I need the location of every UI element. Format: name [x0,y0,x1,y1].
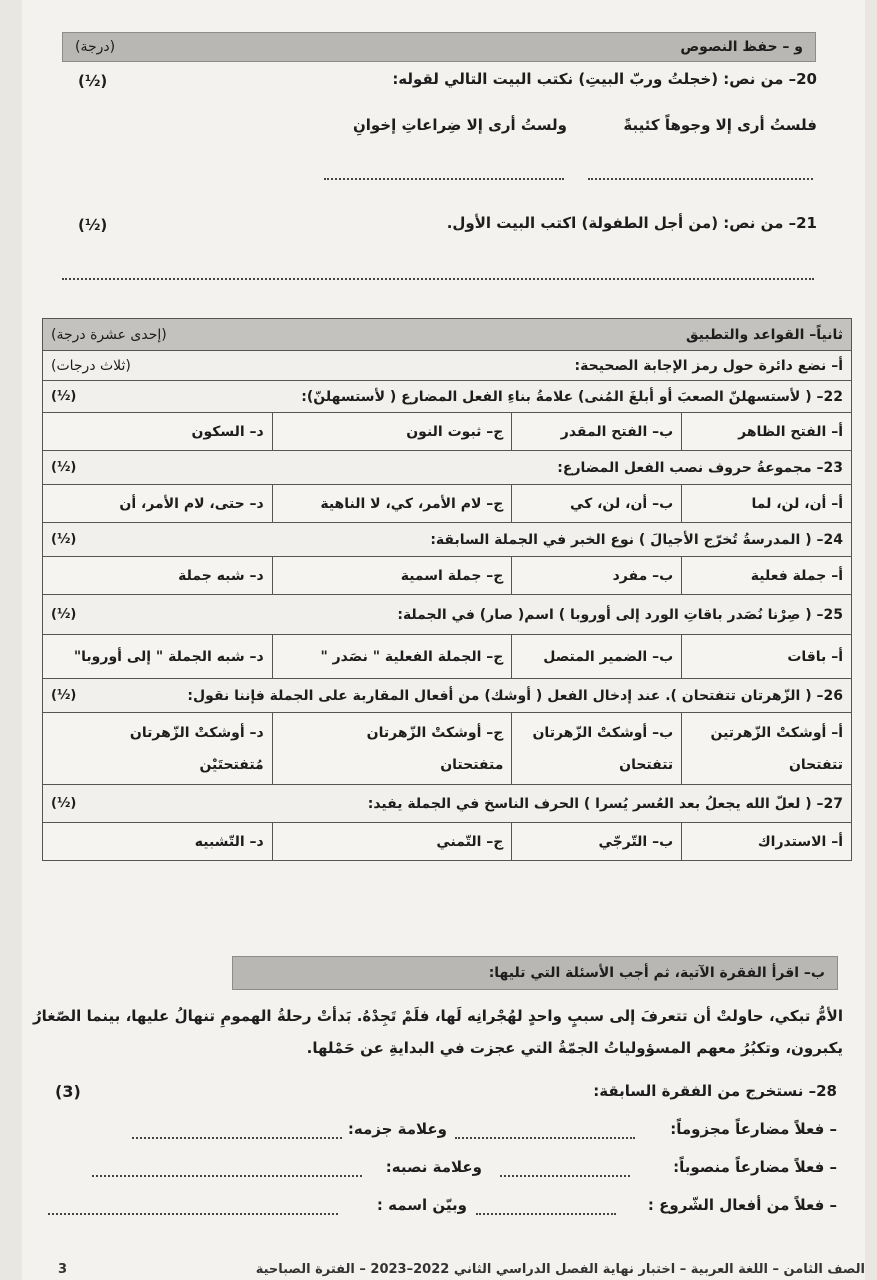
q27-option-d[interactable]: د– التّشبيه [43,823,273,861]
q28-item-1-second: وعلامة جزمه: [347,1120,447,1138]
q23-text: 23– مجموعةُ حروف نصب الفعل المضارع: [557,459,843,476]
q22-mark: (½) [51,389,77,404]
q24-text: 24– ( المدرسةُ تُخرّج الأجيالَ ) نوع الخبر في الجملة السابقة: [430,531,843,548]
part-a-text: أ– نضع دائرة حول رمز الإجابة الصحيحة: [574,357,843,374]
q22-text: 22– ( لأستسهلنّ الصعبَ أو أبلغَ المُنى) علامةُ بناءِ الفعل المضارع ( لأستسهلنّ): [301,388,843,405]
q21-mark: (½) [78,216,108,234]
q26-option-d-line-1: د– أوشكتْ الزّهرتان [129,724,264,741]
q20-mark: (½) [78,72,108,90]
q27-option-b[interactable]: ب– التّرجّي [512,823,682,861]
q28-item-2-label: – فعلاً مضارعاً منصوباً: [673,1158,837,1176]
q26-option-b[interactable] [512,713,682,785]
section-w-header [62,32,816,62]
q28-item-3-second: وبيّن اسمه : [376,1196,467,1214]
q24-option-d[interactable]: د– شبه جملة [43,557,273,595]
q28-item-1-answer[interactable] [455,1137,635,1139]
q28-item-3-answer-2[interactable] [48,1213,338,1215]
q25-option-a[interactable]: أ– باقات [682,635,852,679]
q25-option-b[interactable]: ب– الضمير المتصل [512,635,682,679]
part-a-mark: (ثلاث درجات) [51,357,131,374]
section-2-mark: (إحدى عشرة درجة) [51,326,167,343]
q23-option-a[interactable]: أ– أن، لن، لما [682,485,852,523]
q28-item-2-answer-2[interactable] [92,1175,362,1177]
q22-option-a[interactable]: أ– الفتح الظاهر [682,413,852,451]
q28-item-1-label: – فعلاً مضارعاً مجزوماً: [670,1120,837,1138]
q26-option-b-line-1: ب– أوشكتْ الزّهرتان [532,724,674,741]
q28-item-2-answer[interactable] [500,1175,630,1177]
q26-option-d-line-2: مُتفتحتَيْن [199,756,264,773]
q23-option-d[interactable]: د– حتى، لام الأمر، أن [43,485,273,523]
q23-option-c[interactable]: ج– لام الأمر، كي، لا الناهية [272,485,512,523]
q25-mark: (½) [51,607,77,622]
footer-text: الصف الثامن – اللغة العربية – اختبار نهاية الفصل الدراسي الثاني 2022–2023 – الفترة الصباحية [255,1262,865,1277]
q26-option-a[interactable] [682,713,852,785]
q24-option-a[interactable]: أ– جملة فعلية [682,557,852,595]
q20-verse-right: فلستُ أرى إلا وجوهاً كئيبةً [623,116,817,134]
q26-mark: (½) [51,688,77,703]
q26-option-b-line-2: تتفتحان [619,756,674,773]
q20-answer-line-1[interactable] [588,178,813,180]
section-w-mark: (درجة) [75,39,116,55]
q26-option-a-line-1: أ– أوشكتْ الزّهرتين [710,724,843,741]
q27-option-a[interactable]: أ– الاستدراك [682,823,852,861]
q21-answer-line[interactable] [62,278,814,280]
q26-option-a-line-2: تتفتحان [788,756,843,773]
q24-mark: (½) [51,532,77,547]
q27-option-c[interactable]: ج– التّمني [272,823,512,861]
q24-option-c[interactable]: ج– جملة اسمية [272,557,512,595]
q24-option-b[interactable]: ب– مفرد [512,557,682,595]
q28-mark: (3) [55,1082,81,1101]
q20-verse-left: ولستُ أرى إلا ضِراعاتِ إخوانِ [352,116,567,134]
q20-text: 20– من نص: (خجلتُ وربّ البيتِ) نكتب البيت التالي لقوله: [392,70,817,88]
q22-option-c[interactable]: ج– ثبوت النون [272,413,512,451]
q27-text: 27– ( لعلّ الله يجعلُ بعد العُسر يُسرا ) الحرف الناسخ في الجملة يفيد: [367,795,843,812]
part-b-title: ب– اقرأ الفقرة الآتية، ثم أجب الأسئلة التي تليها: [488,965,825,981]
q26-option-c-line-1: ج– أوشكتْ الزّهرتان [366,724,504,741]
section-2-title: ثانياً– القواعد والتطبيق [685,326,843,343]
part-b-header [232,956,838,990]
q26-option-d[interactable] [43,713,273,785]
reading-paragraph: الأمُّ تبكي، حاولتْ أن تتعرفَ إلى سببٍ واحدٍ لهُجْرانِه لَها، فلَمْ تَجِدْهُ. بَدأتْ رحلةُ الهمومِ تنهالُ عليها، بينما الصّغارُ يكبرون، وتكبُرُ معهم المسؤولياتُ الجمّةُ التي عجزت في البدايةِ عن حَمْلها. [33,1007,843,1057]
q26-text: 26– ( الزّهرتان تتفتحان ). عند إدخال الفعل ( أوشك) من أفعال المقاربة على الجملة فإننا نقول: [187,687,843,704]
q25-option-c[interactable]: ج– الجملة الفعلية " نصَدر " [272,635,512,679]
q28-item-3-label: – فعلاً من أفعال الشّروع : [647,1196,837,1214]
q23-option-b[interactable]: ب– أن، لن، كي [512,485,682,523]
q25-text: 25– ( صِرْنا نُصَدر باقاتِ الورد إلى أوروبا ) اسم( صار) في الجملة: [397,606,843,623]
q26-option-c[interactable] [272,713,512,785]
q28-text: 28– نستخرج من الفقرة السابقة: [593,1082,837,1100]
q28-item-2-second: وعلامة نصبه: [385,1158,482,1176]
q20-answer-line-2[interactable] [324,178,564,180]
q28-item-1-answer-2[interactable] [132,1137,342,1139]
grammar-table [42,318,852,861]
q26-option-c-line-2: متفتحتان [440,756,504,773]
q22-option-b[interactable]: ب– الفتح المقدر [512,413,682,451]
page-number: 3 [58,1262,68,1277]
q22-option-d[interactable]: د– السكون [43,413,273,451]
q27-mark: (½) [51,796,77,811]
q28-item-3-answer[interactable] [476,1213,616,1215]
q21-text: 21– من نص: (من أجل الطفولة) اكتب البيت الأول. [446,214,817,232]
section-w-title: و – حفظ النصوص [680,39,803,55]
q25-option-d[interactable]: د– شبه الجملة " إلى أوروبا" [43,635,273,679]
q23-mark: (½) [51,460,77,475]
